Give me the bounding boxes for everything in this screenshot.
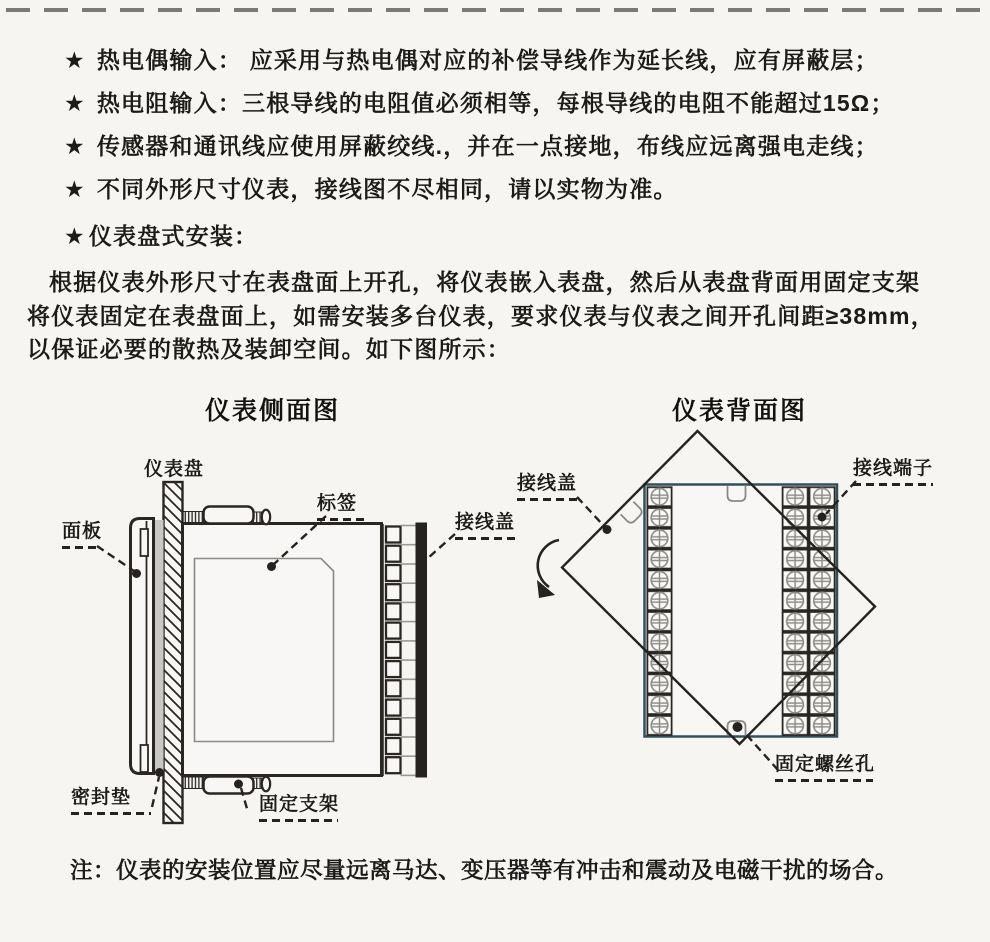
bullet-panel-mount-heading xyxy=(64,218,258,251)
diamond-tab xyxy=(621,502,644,525)
label-front-panel: 面板 xyxy=(62,516,100,549)
terminal-cover-diamond xyxy=(562,431,875,744)
paragraph-line: 根据仪表外形尺寸在表盘面上开孔，将仪表嵌入表盘，然后从表盘背面用固定支架 xyxy=(49,269,921,295)
side-view-leader-dots xyxy=(132,562,276,789)
paragraph-line: 以保证必要的散热及装卸空间。如下图所示： xyxy=(27,336,511,362)
bullet-text: 不同外形尺寸仪表，接线图不尽相同，请以实物为准。 xyxy=(96,176,678,202)
label-sticker: 标签 xyxy=(317,488,369,521)
top-dashed-divider xyxy=(6,8,984,12)
panel-wall xyxy=(164,482,183,823)
star-icon: ★ xyxy=(64,47,86,73)
top-tab xyxy=(728,486,746,501)
side-view-leaders xyxy=(97,516,455,812)
sticker-area xyxy=(195,559,334,742)
bullet-text: 传感器和通讯线应使用屏蔽绞线.，并在一点接地，布线应远离强电走线； xyxy=(96,133,879,159)
rotation-arrow-icon xyxy=(537,540,559,598)
label-terminal: 接线端子 xyxy=(853,453,933,486)
terminal-columns-right xyxy=(782,486,836,736)
star-icon: ★ xyxy=(64,133,86,159)
bullet-sensor-wiring xyxy=(64,128,879,161)
side-view-title: 仪表侧面图 xyxy=(205,396,341,425)
back-view-leader-dots xyxy=(603,513,827,535)
bullet-text: 仪表盘式安装： xyxy=(88,223,259,249)
front-bezel xyxy=(131,519,154,774)
label-terminal-cover-back: 接线盖 xyxy=(517,468,579,501)
bullet-thermocouple xyxy=(64,42,879,75)
top-fixing-bracket xyxy=(183,507,271,525)
back-view-title: 仪表背面图 xyxy=(672,396,808,425)
star-icon: ★ xyxy=(64,176,86,202)
instrument-body xyxy=(183,524,382,776)
gasket-strip xyxy=(154,520,164,774)
terminal-cover-bar xyxy=(416,523,428,778)
installation-note: 注：仪表的安装位置应尽量远离马达、变压器等有冲击和震动及电磁干扰的场合。 xyxy=(70,858,899,883)
label-gasket: 密封垫 xyxy=(71,782,151,815)
back-view-leaders xyxy=(577,481,856,770)
back-view-figure xyxy=(537,431,875,770)
star-icon: ★ xyxy=(64,90,86,116)
bullet-dimension-note xyxy=(64,171,678,204)
label-screw-hole: 固定螺丝孔 xyxy=(775,749,873,782)
installation-paragraph xyxy=(27,266,935,367)
bullet-text: 热电偶输入： 应采用与热电偶对应的补偿导线作为延长线，应有屏蔽层； xyxy=(96,47,879,73)
terminal-comb xyxy=(383,524,417,776)
label-terminal-cover-side: 接线盖 xyxy=(455,507,519,540)
side-view-figure xyxy=(97,482,455,823)
bottom-tab xyxy=(728,721,746,735)
terminal-column-left xyxy=(647,486,673,736)
paragraph-line: 将仪表固定在表盘面上，如需安装多台仪表，要求仪表与仪表之间开孔间距≥38mm， xyxy=(27,302,935,329)
fixing-screw-hole xyxy=(733,722,743,732)
star-icon: ★ xyxy=(64,223,86,249)
bullet-text: 热电阻输入：三根导线的电阻值必须相等，每根导线的电阻不能超过15Ω； xyxy=(96,90,895,116)
label-panel-board: 仪表盘 xyxy=(144,459,205,480)
label-bracket: 固定支架 xyxy=(246,789,338,822)
bullet-rtd xyxy=(64,85,895,118)
back-body xyxy=(645,485,838,737)
